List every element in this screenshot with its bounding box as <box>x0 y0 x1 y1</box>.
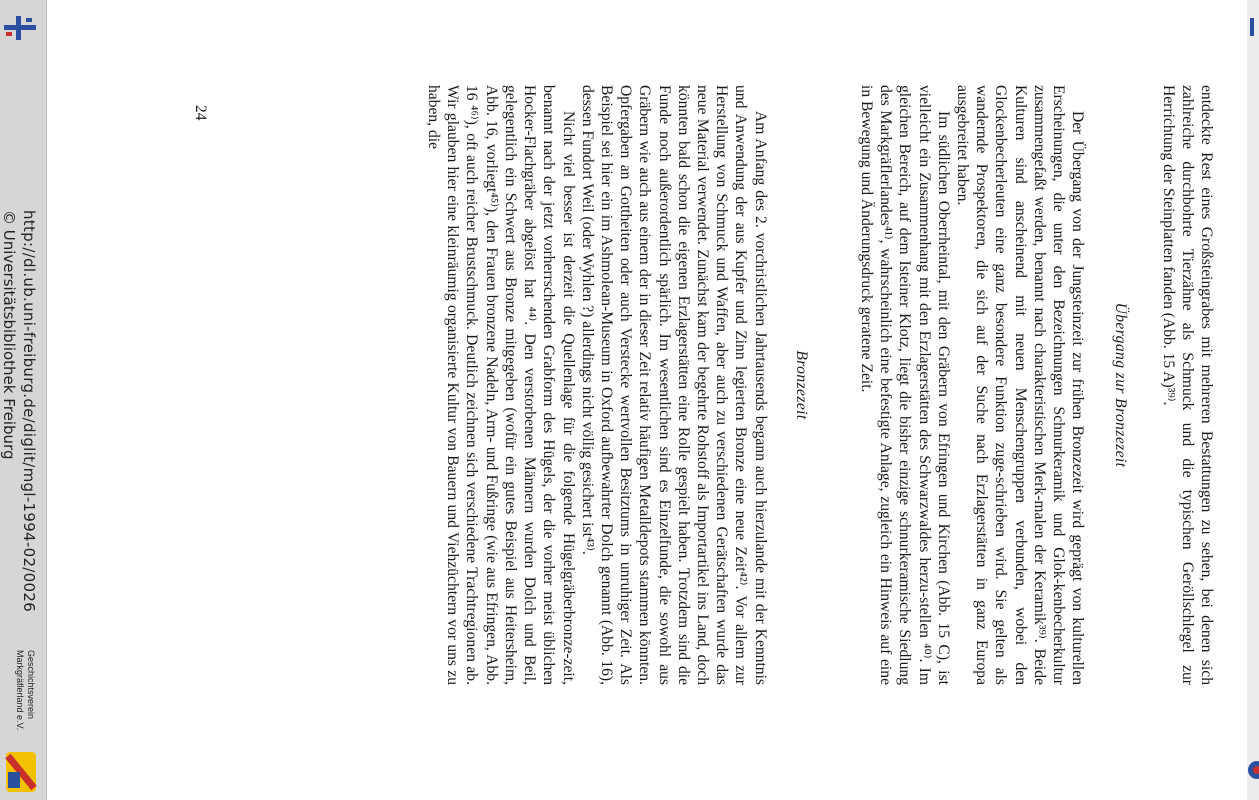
credit-line-2: Markgräflerland e.V. <box>15 650 25 731</box>
right-edge-strip <box>1247 0 1259 800</box>
document-url[interactable]: http://dl.ub.uni-freiburg.de/diglit/mgl-1994-02/0026 <box>20 210 38 613</box>
page-text-block <box>424 85 1216 685</box>
credit-line-1: Geschichtsverein <box>26 650 36 720</box>
paragraph-bronze-2: Nicht viel besser ist derzeit die Quellenlage für die folgende Hügelgräberbronze-zeit, benannt nach der jetzt vorherrschenden Grabform des Hügels, der die vorher meist üblichen Hocker-Flachgräber abgelöst hat ⁴⁴⁾. Den verstorbenen Männern wurden Dolch und Beil, gelegentlich ein Schwert aus Bronze mitgegeben (wofür ein gutes Beispiel aus Heitersheim, Abb. 16, vorliegt⁴⁵⁾), den Frauen bronzene Nadeln, Arm- und Fußringe (wie aus Efringen, Abb. 16 ⁴⁶⁾), oft auch reicher Brustschmuck. Deutlich zeichnen sich verschiedene Trachtregionen ab. Wir glauben hier eine kleinräumig organisierte Kultur von Bauern und Viehzüchtern vor uns zu haben, die <box>425 85 577 685</box>
book-page <box>46 0 1246 800</box>
right-badge-icon <box>1247 755 1259 785</box>
viewer-sidebar <box>0 0 47 800</box>
paragraph-transition-1: Der Übergang von der Jungsteinzeit zur frühen Bronzezeit wird geprägt von kulturellen Erscheinungen, die unter den Bezeichnungen Schnurkeramik und Glok-kenbecherkultur zusammengefaßt werden, benannt nach charakteristischen Merk-malen der Keramik³⁹⁾. Beide Kulturen sind anscheinend mit neuen Menschengruppen verbunden, wobei den Glockenbecherleuten eine ganz besondere Funktion zuge-schrieben wird. Sie gelten als wandernde Prospektoren, die sich auf der Suche nach Erzlagerstätten in ganz Europa ausgebreitet haben. <box>953 85 1087 685</box>
section-heading-transition: Übergang zur Bronzezeit <box>1112 302 1130 468</box>
paragraph-bronze-1: Am Anfang des 2. vorchristlichen Jahrtausends begann auch hierzulande mit der Kenntnis und Anwendung der aus Kupfer und Zinn legierten Bronze eine neue Zeit⁴²⁾. Vor allem zur Herstellung von Schmuck und Waffen, aber auch zu verschiedenen Gerätschaften wurde das neue Material verwendet. Zunächst kam der begehrte Rohstoff als Importartikel ins Land, doch könnten bald schon die eigenen Erzlagerstätten eine Rolle gespielt haben. Trotzdem sind die Funde noch außerordentlich spärlich. Im wesentlichen sind es Einzelfunde, die sowohl aus Gräbern wie auch aus einem der in dieser Zeit relativ häufigen Metalldepots stammen könnten. Opfergaben an Gottheiten oder auch Verstecke wertvollen Besitztums in unruhiger Zeit. Als Beispiel sei hier ein im Ashmolean-Museum in Oxford aufbewahrter Dolch genannt (Abb. 16), dessen Fundort Weil (oder Wyhlen ?) allerdings nicht völlig gesichert ist⁴³⁾. <box>578 85 769 685</box>
section-heading-bronze-age: Bronzezeit <box>792 350 810 420</box>
intro-paragraph: entdeckte Rest eines Großsteingrabes mit mehreren Bestattungen zu sehen, bei denen sich zahlreiche durchbohrte Tierzähne als Schmuck und die typischen Geröllschlegel zur Herrichtung der Steinplatten fanden (Abb. 15 A)³⁹⁾. <box>1159 85 1215 685</box>
paragraph-transition-2: Im südlichen Oberrheintal, mit den Gräbern von Efringen und Kirchen (Abb. 15 C), ist vielleicht ein Zusammenhang mit den Erzlagerstätten des Schwarzwaldes herzu-stellen ⁴⁰⁾. Im gleichen Bereich, auf dem Isteiner Klotz, liegt die bisher einzige schnurkeramische Siedlung des Markgräflerlandes⁴¹⁾, wahrscheinlich eine befestigte Anlage, zugleich ein Hinweis auf eine in Bewegung und Änderungsdruck geratene Zeit. <box>857 85 952 685</box>
right-logo-icon <box>1249 18 1257 36</box>
copyright-notice: © Universitätsbibliothek Freiburg <box>0 210 18 460</box>
page-number: 24 <box>192 105 209 121</box>
society-crest-icon <box>2 748 42 796</box>
